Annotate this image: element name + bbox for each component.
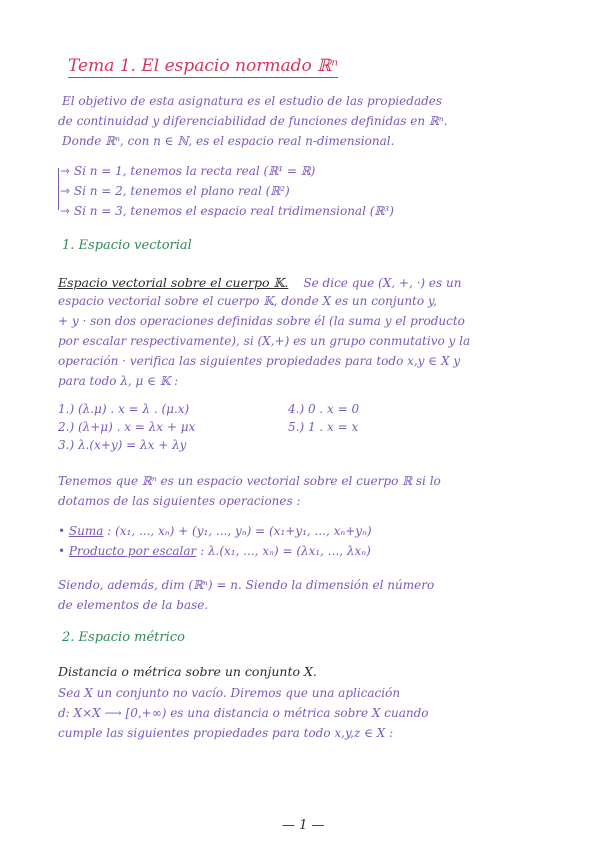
scalar-product-operation: • Producto por escalar : λ.(x₁, ..., xₙ) = (λx₁, ..., λxₙ) xyxy=(58,544,371,558)
vector-space-definition-title: Espacio vectorial sobre el cuerpo 𝕂. Se dice que (X, +, ·) es un xyxy=(58,275,462,290)
intro-line-3: Donde ℝⁿ, con n ∈ ℕ, es el espacio real n-dimensional. xyxy=(62,134,395,148)
definition-line-2: + y · son dos operaciones definidas sobre él (la suma y el producto xyxy=(58,314,465,328)
rn-line-2: dotamos de las siguientes operaciones : xyxy=(58,494,301,508)
sum-operation: • Suma : (x₁, ..., xₙ) + (y₁, ..., yₙ) = (x₁+y₁, ..., xₙ+yₙ) xyxy=(58,524,372,538)
property-4: 4.) 0 . x = 0 xyxy=(288,402,360,416)
page-title: Tema 1. El espacio normado ℝⁿ xyxy=(68,56,339,76)
property-2: 2.) (λ+μ) . x = λx + μx xyxy=(58,420,196,434)
metric-line-3: cumple las siguientes propiedades para todo x,y,z ∈ X : xyxy=(58,726,394,740)
property-5: 5.) 1 . x = x xyxy=(288,420,359,434)
rn-line-1: Tenemos que ℝⁿ es un espacio vectorial sobre el cuerpo ℝ si lo xyxy=(58,474,441,488)
metric-line-2: d: X×X ⟶ [0,+∞) es una distancia o métrica sobre X cuando xyxy=(58,706,429,720)
dimension-line-1: Siendo, además, dim (ℝⁿ) = n. Siendo la dimensión el número xyxy=(58,578,435,592)
definition-line-5: para todo λ, μ ∈ 𝕂 : xyxy=(58,374,179,388)
metric-line-1: Sea X un conjunto no vacío. Diremos que una aplicación xyxy=(58,686,401,700)
intro-line-2: de continuidad y diferenciabilidad de funciones definidas en ℝⁿ. xyxy=(58,114,448,128)
definition-line-3: por escalar respectivamente), si (X,+) es un grupo conmutativo y la xyxy=(58,334,471,348)
case-n3: ⇾ Si n = 3, tenemos el espacio real tridimensional (ℝ³) xyxy=(60,204,394,218)
section1-heading: 1. Espacio vectorial xyxy=(62,238,192,253)
dimension-line-2: de elementos de la base. xyxy=(58,598,209,612)
definition-line-4: operación · verifica las siguientes propiedades para todo x,y ∈ X y xyxy=(58,354,461,368)
case-n1: ⇾ Si n = 1, tenemos la recta real (ℝ¹ = ℝ) xyxy=(60,164,316,178)
metric-definition-title: Distancia o métrica sobre un conjunto X. xyxy=(58,664,317,679)
property-3: 3.) λ.(x+y) = λx + λy xyxy=(58,438,187,452)
intro-line-1: El objetivo de esta asignatura es el estudio de las propiedades xyxy=(62,94,443,108)
page-number: — 1 — xyxy=(282,818,325,833)
section2-heading: 2. Espacio métrico xyxy=(62,630,185,645)
case-n2: ⇾ Si n = 2, tenemos el plano real (ℝ²) xyxy=(60,184,290,198)
definition-line-1: espacio vectorial sobre el cuerpo 𝕂, donde X es un conjunto y, xyxy=(58,294,437,308)
property-1: 1.) (λ.μ) . x = λ . (μ.x) xyxy=(58,402,190,416)
